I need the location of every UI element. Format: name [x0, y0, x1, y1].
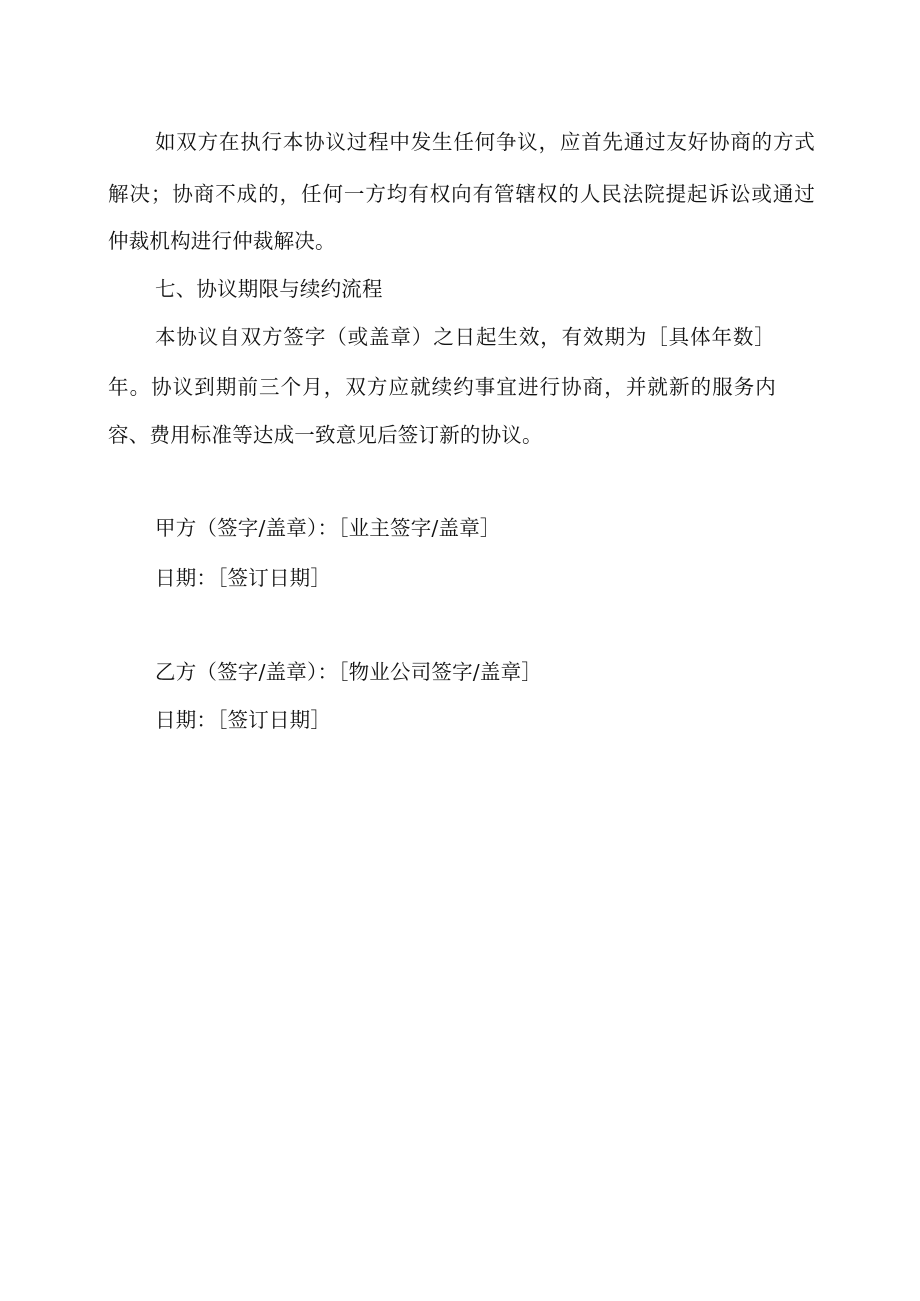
section-7-heading: 七、协议期限与续约流程	[155, 277, 383, 301]
dispute-paragraph-line-1: 如双方在执行本协议过程中发生任何争议，应首先通过友好协商的方式	[155, 130, 815, 154]
term-paragraph-line-2: 年。协议到期前三个月，双方应就续约事宜进行协商，并就新的服务内	[108, 375, 776, 399]
term-paragraph-line-3: 容、费用标准等达成一致意见后签订新的协议。	[108, 423, 543, 447]
party-a-signature: 甲方（签字/盖章）：［业主签字/盖章］	[155, 516, 501, 540]
term-paragraph-line-1: 本协议自双方签字（或盖章）之日起生效，有效期为［具体年数］	[155, 325, 775, 349]
party-b-date: 日期：［签订日期］	[155, 708, 332, 732]
party-b-signature: 乙方（签字/盖章）：［物业公司签字/盖章］	[155, 660, 543, 684]
dispute-paragraph-line-3: 仲裁机构进行仲裁解决。	[108, 229, 336, 253]
party-a-date: 日期：［签订日期］	[155, 566, 332, 590]
dispute-paragraph-line-2: 解决；协商不成的，任何一方均有权向有管辖权的人民法院提起诉讼或通过	[108, 182, 815, 206]
